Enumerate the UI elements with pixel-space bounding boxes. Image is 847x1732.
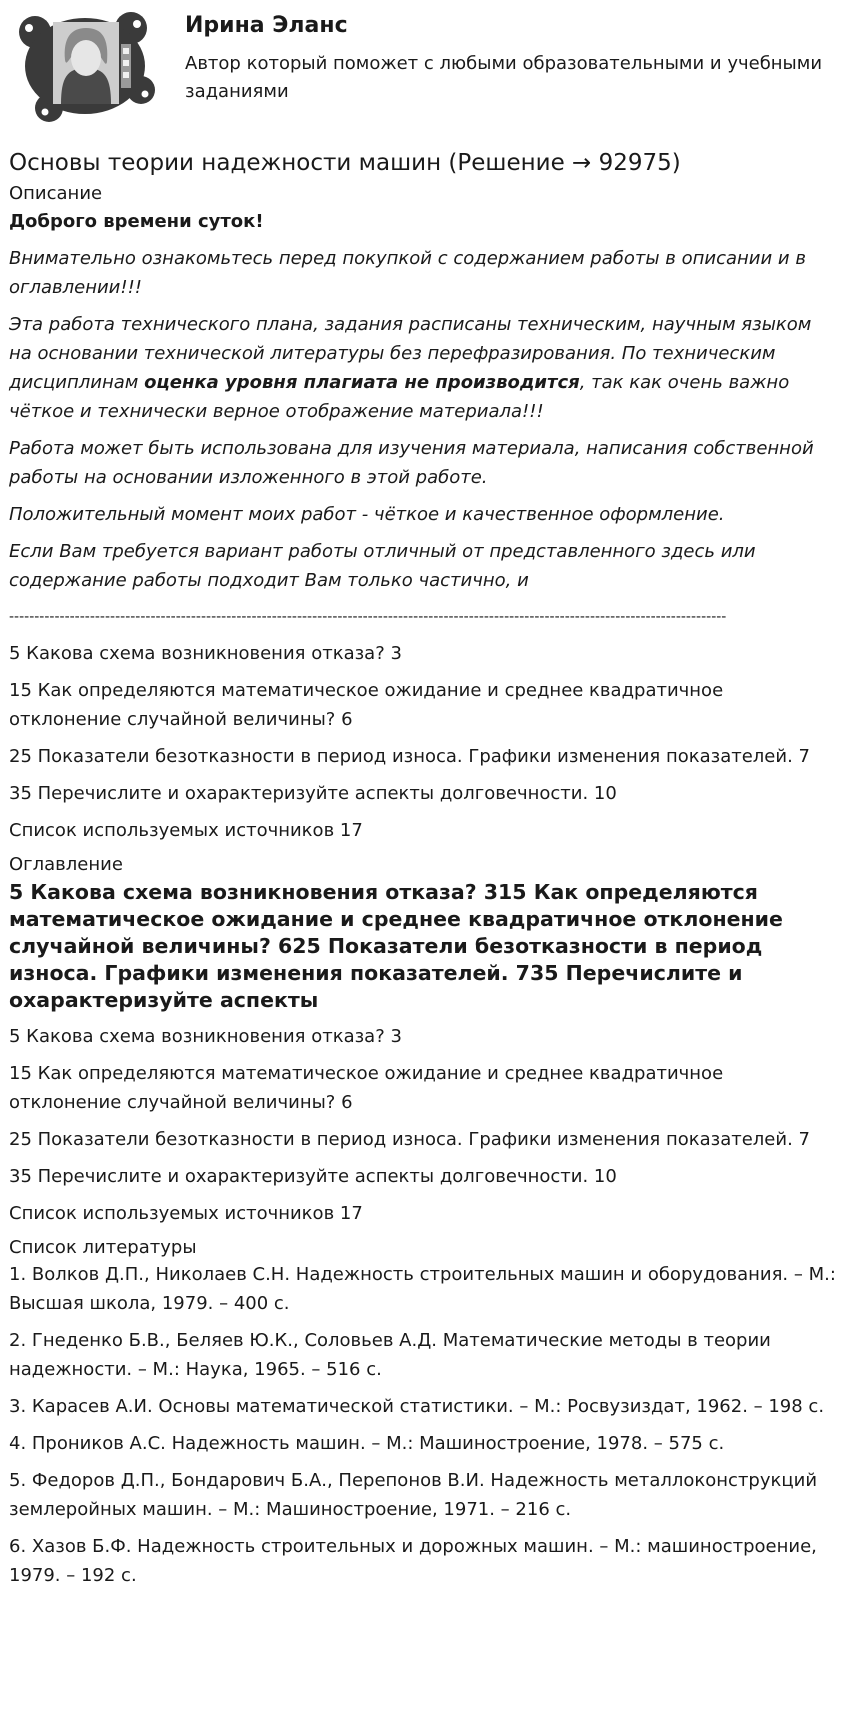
literature-label: Список литературы bbox=[9, 1237, 197, 1258]
literature-item: 4. Проников А.С. Надежность машин. – М.: Машиностроение, 1978. – 575 с. bbox=[9, 1433, 725, 1454]
contents-item: Список используемых источников 17 bbox=[9, 820, 363, 841]
literature-item: 3. Карасев А.И. Основы математической статистики. – М.: Росвузиздат, 1962. – 198 с. bbox=[9, 1396, 825, 1417]
contents-item: 15 Как определяются математическое ожидание и среднее квадратичное отклонение случайной величины? 6 bbox=[9, 680, 724, 730]
author-description: Автор который поможет с любыми образовательными и учебными заданиями bbox=[185, 53, 823, 102]
description-label: Описание bbox=[9, 183, 103, 204]
plagiarism-note: оценка уровня плагиата не производится bbox=[144, 372, 580, 393]
toc-item: 35 Перечислите и охарактеризуйте аспекты долговечности. 10 bbox=[9, 1166, 617, 1187]
author-name[interactable]: Ирина Эланс bbox=[185, 13, 348, 38]
literature-item: 1. Волков Д.П., Николаев С.Н. Надежность строительных машин и оборудования. – М.: Высшая школа, 1979. – 400 с. bbox=[9, 1264, 836, 1314]
intro-paragraph-4: Положительный момент моих работ - чёткое и качественное оформление. bbox=[9, 504, 725, 525]
contents-item: 25 Показатели безотказности в период износа. Графики изменения показателей. 7 bbox=[9, 746, 810, 767]
intro-paragraph-3: Работа может быть использована для изучения материала, написания собственной работы на основании изложенного в этой работе. bbox=[9, 438, 814, 488]
toc-label: Оглавление bbox=[9, 854, 123, 875]
page-title: Основы теории надежности машин (Решение → 92975) bbox=[9, 150, 681, 176]
toc-item: 15 Как определяются математическое ожидание и среднее квадратичное отклонение случайной величины? 6 bbox=[9, 1063, 724, 1113]
contents-item: 35 Перечислите и охарактеризуйте аспекты долговечности. 10 bbox=[9, 783, 617, 804]
intro-paragraph-2 bbox=[9, 310, 839, 426]
literature-item: 6. Хазов Б.Ф. Надежность строительных и дорожных машин. – М.: машиностроение, 1979. – 192 с. bbox=[9, 1536, 817, 1586]
author-avatar bbox=[9, 8, 157, 124]
literature-item: 5. Федоров Д.П., Бондарович Б.А., Перепонов В.И. Надежность металлоконструкций землеройных машин. – М.: Машиностроение, 1971. – 216 с. bbox=[9, 1470, 818, 1520]
toc-heading: 5 Какова схема возникновения отказа? 315 Как определяются математическое ожидание и среднее квадратичное отклонение случайной величины? 625 Показатели безотказности в период износа. Графики изменения показателей. 735 Перечислите и охарактеризуйте аспекты bbox=[9, 880, 783, 1012]
author-card bbox=[9, 0, 839, 132]
intro-paragraph-5: Если Вам требуется вариант работы отличный от представленного здесь или содержание работы подходит Вам только частично, и bbox=[9, 541, 756, 591]
separator-line: ---------------------------------------------------------------------------------------------------------------------------------------------- bbox=[9, 609, 727, 625]
greeting: Доброго времени суток! bbox=[9, 211, 264, 232]
toc-item: Список используемых источников 17 bbox=[9, 1203, 363, 1224]
toc-item: 5 Какова схема возникновения отказа? 3 bbox=[9, 1026, 402, 1047]
contents-item: 5 Какова схема возникновения отказа? 3 bbox=[9, 643, 402, 664]
document-page bbox=[9, 0, 839, 1598]
intro-paragraph-1: Внимательно ознакомьтесь перед покупкой с содержанием работы в описании и в оглавлении!!! bbox=[9, 248, 806, 298]
intro-paragraph-2-start: Эта работа технического плана, задания расписаны техническим, научным языком на основании технической литературы без перефразирования. По техническим дисциплинам bbox=[9, 314, 812, 393]
literature-item: 2. Гнеденко Б.В., Беляев Ю.К., Соловьев А.Д. Математические методы в теории надежности. – М.: Наука, 1965. – 516 с. bbox=[9, 1330, 771, 1380]
toc-item: 25 Показатели безотказности в период износа. Графики изменения показателей. 7 bbox=[9, 1129, 810, 1150]
intro-paragraph-2-end: , так как очень важно чёткое и технически верное отображение материала!!! bbox=[9, 372, 790, 422]
